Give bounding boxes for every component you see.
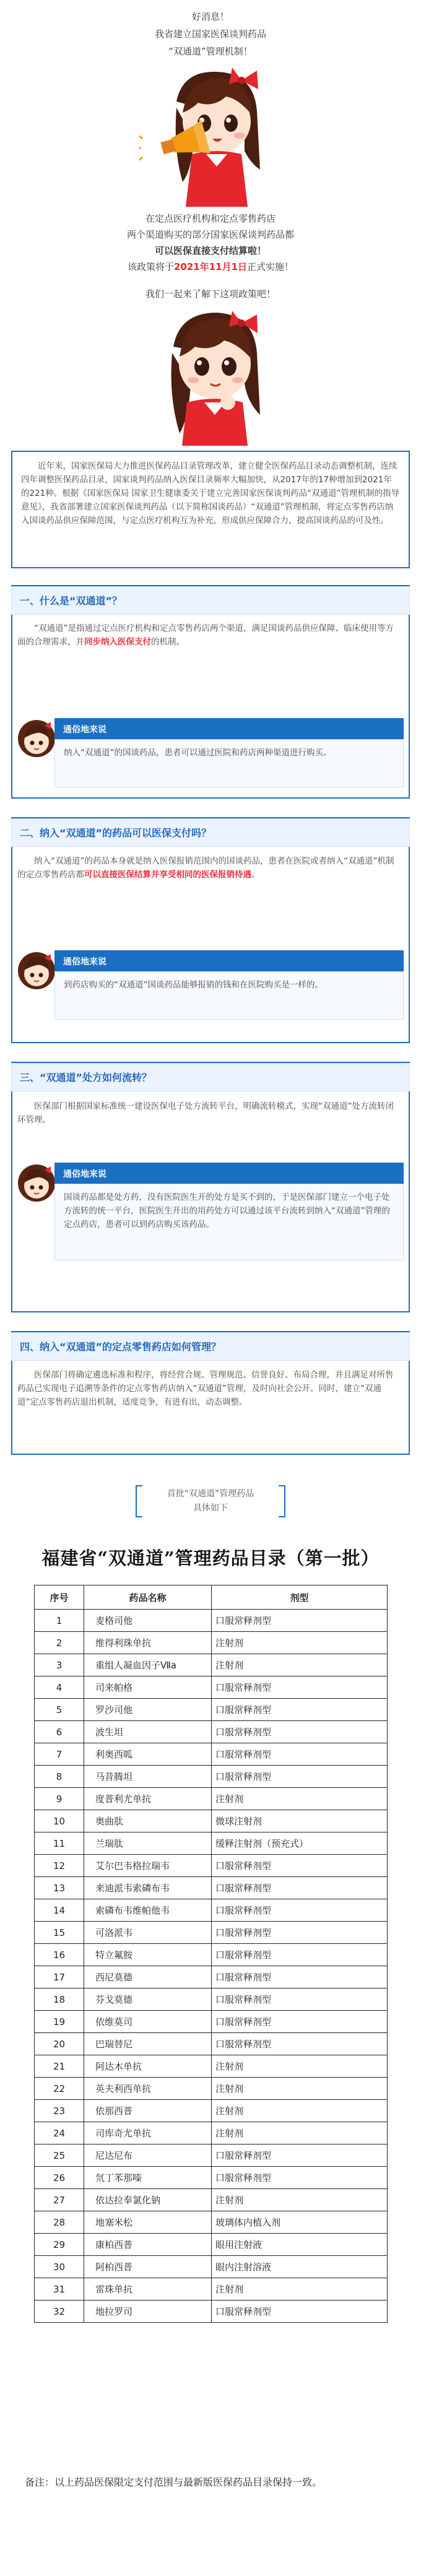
row-dosage-form: 注射剂 bbox=[212, 2078, 388, 2100]
table-row bbox=[35, 1699, 388, 1721]
row-index: 28 bbox=[35, 2211, 84, 2234]
header-drug-name: 药品名称 bbox=[84, 1585, 212, 1610]
section-3-text bbox=[17, 1099, 401, 1127]
row-drug-name: 马昔腾坦 bbox=[84, 1766, 212, 1788]
table-row bbox=[35, 1899, 388, 1922]
table-title: 福建省“双通道”管理药品目录（第一批） bbox=[41, 1548, 380, 1569]
row-dosage-form: 口服常释剂型 bbox=[212, 1944, 388, 1966]
section-1-note-title: 通俗地来说 bbox=[63, 725, 106, 735]
section-3-title: 三、“双通道”处方如何流转？ bbox=[20, 1072, 152, 1083]
row-dosage-form: 注射剂 bbox=[212, 2122, 388, 2144]
table-row bbox=[35, 2189, 388, 2211]
row-drug-name: 麦格司他 bbox=[84, 1610, 212, 1632]
row-drug-name: 雷珠单抗 bbox=[84, 2278, 212, 2301]
table-row bbox=[35, 2122, 388, 2144]
table-row bbox=[35, 1810, 388, 1832]
row-index: 16 bbox=[35, 1944, 84, 1966]
row-drug-name: 罗沙司他 bbox=[84, 1699, 212, 1721]
table-row bbox=[35, 2100, 388, 2122]
row-index: 17 bbox=[35, 1966, 84, 1988]
row-index: 6 bbox=[35, 1721, 84, 1743]
row-drug-name: 艾尔巴韦格拉瑞韦 bbox=[84, 1855, 212, 1877]
row-index: 10 bbox=[35, 1810, 84, 1832]
section-3-note-body: 国谈药品都是处方药，没有医院医生开的处方是买不到的，于是医保部门建立一个电子处方流转的统一平台，医院医生开出的用药处方可以通过该平台流转到纳入“双通道”管理的定点药店，患者可以到药店购买该药品。 bbox=[54, 1184, 404, 1260]
row-drug-name: 来迪派韦索磷布韦 bbox=[84, 1877, 212, 1899]
row-drug-name: 特立氟胺 bbox=[84, 1944, 212, 1966]
row-index: 15 bbox=[35, 1922, 84, 1944]
girl-avatar-icon bbox=[17, 1164, 56, 1202]
row-dosage-form: 注射剂 bbox=[212, 1788, 388, 1810]
row-dosage-form: 缓释注射剂（预充式） bbox=[212, 1832, 388, 1855]
row-index: 24 bbox=[35, 2122, 84, 2144]
row-index: 19 bbox=[35, 2011, 84, 2033]
row-drug-name: 依那西普 bbox=[84, 2100, 212, 2122]
table-row bbox=[35, 1922, 388, 1944]
row-dosage-form: 眼内注射溶液 bbox=[212, 2256, 388, 2278]
table-row bbox=[35, 1832, 388, 1855]
row-index: 12 bbox=[35, 1855, 84, 1877]
section-1-header bbox=[11, 586, 410, 615]
row-index: 9 bbox=[35, 1788, 84, 1810]
row-drug-name: 地拉罗司 bbox=[84, 2301, 212, 2323]
row-drug-name: 奥曲肽 bbox=[84, 1810, 212, 1832]
row-index: 8 bbox=[35, 1766, 84, 1788]
row-index: 18 bbox=[35, 1988, 84, 2011]
row-index: 25 bbox=[35, 2144, 84, 2167]
drug-table-body bbox=[35, 1610, 388, 2323]
row-index: 4 bbox=[35, 1676, 84, 1699]
row-dosage-form: 注射剂 bbox=[212, 2100, 388, 2122]
megaphone-label: 双通道 bbox=[152, 154, 178, 170]
table-row bbox=[35, 1966, 388, 1988]
row-drug-name: 尼达尼布 bbox=[84, 2144, 212, 2167]
section-2-note-title: 通俗地来说 bbox=[63, 957, 106, 967]
section-2-note bbox=[17, 950, 404, 1031]
row-index: 5 bbox=[35, 1699, 84, 1721]
row-index: 11 bbox=[35, 1832, 84, 1855]
row-drug-name: 依维莫司 bbox=[84, 2011, 212, 2033]
row-dosage-form: 口服常释剂型 bbox=[212, 1988, 388, 2011]
row-drug-name: 芬戈莫德 bbox=[84, 1988, 212, 2011]
table-row bbox=[35, 1988, 388, 2011]
row-drug-name: 巴瑞替尼 bbox=[84, 2033, 212, 2055]
section-2-note-tab bbox=[54, 950, 404, 971]
row-index: 27 bbox=[35, 2189, 84, 2211]
row-dosage-form: 口服常释剂型 bbox=[212, 1610, 388, 1632]
row-drug-name: 波生坦 bbox=[84, 1721, 212, 1743]
girl-thinking-illustration bbox=[155, 310, 272, 446]
section-1-title: 一、什么是“双通道”？ bbox=[20, 595, 123, 607]
section-2-title: 二、纳入“双通道”的药品可以医保支付吗？ bbox=[20, 827, 212, 839]
intro-line-8: 我们一起来了解下这项政策吧！ bbox=[145, 288, 276, 300]
row-drug-name: 地塞米松 bbox=[84, 2211, 212, 2234]
row-dosage-form: 口服常释剂型 bbox=[212, 2301, 388, 2323]
row-drug-name: 度普利尤单抗 bbox=[84, 1788, 212, 1810]
row-drug-name: 索磷布韦维帕他韦 bbox=[84, 1899, 212, 1922]
row-dosage-form: 注射剂 bbox=[212, 2278, 388, 2301]
section-2-text bbox=[17, 854, 401, 882]
section-1-highlight: 同步纳入医保支付 bbox=[84, 637, 151, 647]
section-2-text-a: 纳入“双通道”的药品本身就是纳入医保报销范围内的国谈药品，患者在医院或者纳入“双通道”机制的定点零售药店都 bbox=[17, 856, 394, 880]
section-2-header bbox=[11, 818, 410, 847]
row-index: 32 bbox=[35, 2301, 84, 2323]
section-1-text-b: 的机制。 bbox=[151, 637, 184, 647]
intro-line-7-suffix: 正式实施！ bbox=[247, 261, 294, 272]
section-2-text-b: 。 bbox=[251, 870, 260, 880]
section-1-note-tab bbox=[54, 718, 404, 739]
drug-table bbox=[34, 1585, 388, 2323]
table-row bbox=[35, 1766, 388, 1788]
row-drug-name: 利奥西呱 bbox=[84, 1743, 212, 1766]
intro-line-7 bbox=[0, 259, 421, 275]
row-drug-name: 康柏西普 bbox=[84, 2234, 212, 2256]
row-dosage-form: 口服常释剂型 bbox=[212, 2011, 388, 2033]
row-drug-name: 可洛派韦 bbox=[84, 1922, 212, 1944]
section-2-highlight: 可以直接医保结算并享受相同的医保报销待遇 bbox=[84, 870, 251, 880]
row-dosage-form: 注射剂 bbox=[212, 1632, 388, 1654]
table-row bbox=[35, 2301, 388, 2323]
table-row bbox=[35, 2011, 388, 2033]
row-index: 2 bbox=[35, 1632, 84, 1654]
row-dosage-form: 口服常释剂型 bbox=[212, 2033, 388, 2055]
row-dosage-form: 口服常释剂型 bbox=[212, 1743, 388, 1766]
row-index: 14 bbox=[35, 1899, 84, 1922]
row-dosage-form: 口服常释剂型 bbox=[212, 1855, 388, 1877]
row-dosage-form: 注射剂 bbox=[212, 2055, 388, 2078]
row-index: 29 bbox=[35, 2234, 84, 2256]
row-dosage-form: 注射剂 bbox=[212, 1654, 388, 1676]
row-index: 21 bbox=[35, 2055, 84, 2078]
section-1-text bbox=[17, 622, 401, 649]
section-3-header bbox=[11, 1063, 410, 1091]
row-dosage-form: 口服常释剂型 bbox=[212, 1877, 388, 1899]
row-drug-name: 维得利珠单抗 bbox=[84, 1632, 212, 1654]
intro-line-5: 两个渠道购买的部分国家医保谈判药品都 bbox=[126, 229, 294, 240]
row-drug-name: 司库奇尤单抗 bbox=[84, 2122, 212, 2144]
table-row bbox=[35, 2078, 388, 2100]
row-drug-name: 西尼莫德 bbox=[84, 1966, 212, 1988]
section-3-note-title: 通俗地来说 bbox=[63, 1169, 106, 1179]
row-dosage-form: 口服常释剂型 bbox=[212, 1766, 388, 1788]
row-index: 30 bbox=[35, 2256, 84, 2278]
section-2-note-body: 到药店购买的“双通道”国谈药品能够报销的钱和在医院购买是一样的。 bbox=[54, 971, 404, 1020]
table-row bbox=[35, 1610, 388, 1632]
intro-line-3: “双通道”管理机制！ bbox=[168, 46, 253, 57]
intro-line-4: 在定点医疗机构和定点零售药店 bbox=[145, 213, 276, 224]
row-dosage-form: 口服常释剂型 bbox=[212, 1966, 388, 1988]
row-drug-name: 氘丁苯那嗪 bbox=[84, 2167, 212, 2189]
row-drug-name: 重组人凝血因子Ⅶa bbox=[84, 1654, 212, 1676]
girl-avatar-icon bbox=[17, 719, 56, 758]
section-1-note-body: 纳入“双通道”的国谈药品，患者可以通过医院和药店两种渠道进行购买。 bbox=[54, 739, 404, 787]
row-drug-name: 依达拉奉氯化钠 bbox=[84, 2189, 212, 2211]
section-1-note bbox=[17, 718, 404, 792]
girl-avatar-icon bbox=[17, 952, 56, 990]
table-row bbox=[35, 2144, 388, 2167]
table-row bbox=[35, 2167, 388, 2189]
row-index: 20 bbox=[35, 2033, 84, 2055]
overview-text: 近年来，国家医保局大力推进医保药品目录管理改革，建立健全医保药品目录动态调整机制，连续四年调整医保药品目录，国家谈判药品纳入医保目录频率大幅加快，从2017年的17种增加到2021年的221种。根据《国家医保局 国家卫生健康委关于建立完善国家医保谈判药品“双通道”管理机制的指导意见》，我省部署建立国家医保谈判药品（以下简称国谈药品）“双通道”管理机制，将定点零售药店纳入国谈药品供应保障范围，与定点医疗机构互为补充，形成供应保障合力，提高国谈药品的可及性。 bbox=[21, 461, 400, 526]
header-index: 序号 bbox=[35, 1585, 84, 1610]
row-dosage-form: 微球注射剂 bbox=[212, 1810, 388, 1832]
table-row bbox=[35, 2033, 388, 2055]
table-header-row bbox=[35, 1585, 388, 1610]
row-index: 13 bbox=[35, 1877, 84, 1899]
row-index: 3 bbox=[35, 1654, 84, 1676]
table-row bbox=[35, 1632, 388, 1654]
section-3-note-tab bbox=[54, 1163, 404, 1184]
table-row bbox=[35, 1743, 388, 1766]
table-row bbox=[35, 2234, 388, 2256]
row-index: 31 bbox=[35, 2278, 84, 2301]
table-row bbox=[35, 1788, 388, 1810]
intro-line-1: 好消息！ bbox=[191, 11, 229, 22]
intro-line-6: 可以医保直接支付结算啦！ bbox=[154, 245, 266, 256]
section-3-text-a: 医保部门根据国家标准统一建设医保电子处方流转平台，明确流转模式，实现“双通道”处方流转闭环管理。 bbox=[17, 1101, 394, 1125]
intro-line-7-prefix: 该政策将于 bbox=[127, 261, 174, 272]
row-index: 23 bbox=[35, 2100, 84, 2122]
row-index: 26 bbox=[35, 2167, 84, 2189]
table-row bbox=[35, 1877, 388, 1899]
table-row bbox=[35, 1654, 388, 1676]
row-dosage-form: 口服常释剂型 bbox=[212, 1721, 388, 1743]
row-dosage-form: 口服常释剂型 bbox=[212, 2167, 388, 2189]
table-row bbox=[35, 2055, 388, 2078]
table-row bbox=[35, 1855, 388, 1877]
table-row bbox=[35, 1721, 388, 1743]
row-drug-name: 英夫利西单抗 bbox=[84, 2078, 212, 2100]
section-4-text: 医保部门将确定遴选标准和程序，将经营合规、管理规范、信誉良好、布局合理，并且满足对所售药品已实现电子追溯等条件的定点零售药店纳入“双通道”管理，及时向社会公开。同时，建立“双通道”定点零售药店退出机制，适度竞争，有进有出，动态调整。 bbox=[17, 1370, 394, 1407]
first-batch-line-2: 具体如下 bbox=[193, 1503, 228, 1513]
first-batch-line-1: 首批“双通道”管理药品 bbox=[167, 1489, 254, 1499]
row-drug-name: 司来帕格 bbox=[84, 1676, 212, 1699]
table-remark: 备注：以上药品医保限定支付范围与最新版医保药品目录保持一致。 bbox=[25, 2476, 323, 2488]
row-drug-name: 阿柏西普 bbox=[84, 2256, 212, 2278]
header-dosage-form: 剂型 bbox=[212, 1585, 388, 1610]
table-row bbox=[35, 1676, 388, 1699]
table-row bbox=[35, 1944, 388, 1966]
row-dosage-form: 玻璃体内植入剂 bbox=[212, 2211, 388, 2234]
intro-effective-date: 2021年11月1日 bbox=[173, 261, 248, 272]
table-row bbox=[35, 2211, 388, 2234]
row-drug-name: 兰瑞肽 bbox=[84, 1832, 212, 1855]
row-index: 22 bbox=[35, 2078, 84, 2100]
section-3-note bbox=[17, 1163, 404, 1299]
row-dosage-form: 注射剂 bbox=[212, 2189, 388, 2211]
girl-megaphone-illustration bbox=[139, 64, 282, 207]
intro-line-2: 我省建立国家医保谈判药品 bbox=[154, 28, 266, 40]
section-1-text-a: “双通道”是指通过定点医疗机构和定点零售药店两个渠道，满足国谈药品供应保障、临床使用等方面的合理需求，并 bbox=[17, 623, 394, 647]
row-index: 7 bbox=[35, 1743, 84, 1766]
row-drug-name: 阿达木单抗 bbox=[84, 2055, 212, 2078]
table-row bbox=[35, 2278, 388, 2301]
section-4-title: 四、纳入“双通道”的定点零售药店如何管理？ bbox=[20, 1341, 222, 1353]
row-index: 1 bbox=[35, 1610, 84, 1632]
row-dosage-form: 口服常释剂型 bbox=[212, 2144, 388, 2167]
section-4-header bbox=[11, 1332, 410, 1361]
row-dosage-form: 口服常释剂型 bbox=[212, 1899, 388, 1922]
row-dosage-form: 口服常释剂型 bbox=[212, 1699, 388, 1721]
row-dosage-form: 眼用注射液 bbox=[212, 2234, 388, 2256]
row-dosage-form: 口服常释剂型 bbox=[212, 1676, 388, 1699]
row-dosage-form: 口服常释剂型 bbox=[212, 1922, 388, 1944]
table-row bbox=[35, 2256, 388, 2278]
